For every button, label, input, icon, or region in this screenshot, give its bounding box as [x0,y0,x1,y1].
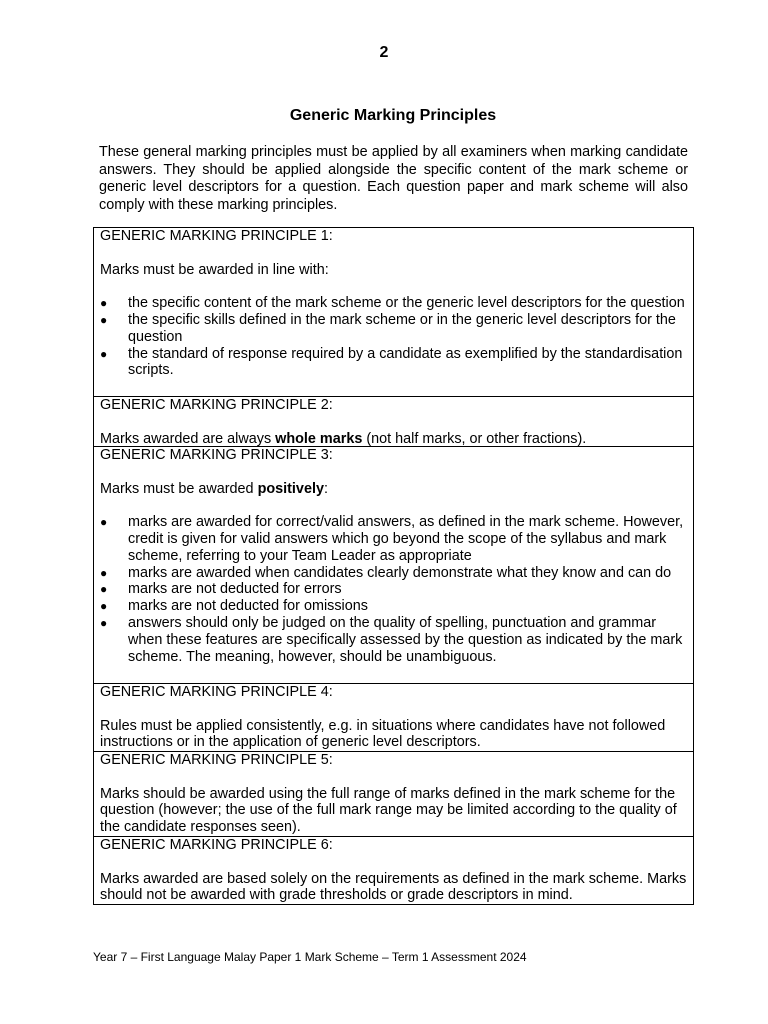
principle-3-heading: GENERIC MARKING PRINCIPLE 3: [100,447,333,463]
principle-4-heading: GENERIC MARKING PRINCIPLE 4: [100,684,333,700]
list-item: ● answers should only be judged on the quality of spelling, punctuation and grammar when these features are specifically assessed by the question as indicated by the mark scheme. The meaning, however, should be unambiguous. [100,615,687,665]
principle-6-heading: GENERIC MARKING PRINCIPLE 6: [100,837,333,853]
principle-4-text: Rules must be applied consistently, e.g. in situations where candidates have not followed instructions or in the application of generic level descriptors. [100,717,666,751]
list-item: ● the specific content of the mark scheme or the generic level descriptors for the question [100,295,687,312]
principle-3-box [93,447,694,684]
page-title: Generic Marking Principles [289,107,497,124]
principle-2-text: Marks awarded are always whole marks (not half marks, or other fractions). [100,430,587,447]
principles-table [93,227,694,905]
principle-4-box [93,684,694,752]
page-number: 2 [379,44,389,61]
principle-2-heading: GENERIC MARKING PRINCIPLE 2: [100,397,333,413]
principle-1-bullets [100,295,687,379]
list-item: ● marks are awarded for correct/valid answers, as defined in the mark scheme. However, credit is given for valid answers which go beyond the scope of the syllabus and mark scheme, referring to your Team Leader as appropriate [100,514,687,564]
intro-paragraph: These general marking principles must be applied by all examiners when marking candidate answers. They should be applied alongside the specific content of the mark scheme or generic level descriptors for a question. Each question paper and mark scheme will also comply with these marking principles. [99,144,688,213]
list-item: ● the specific skills defined in the mark scheme or in the generic level descriptors for the question [100,312,687,346]
list-item: ● the standard of response required by a candidate as exemplified by the standardisation scripts. [100,346,687,380]
principle-1-text: Marks must be awarded in line with: [100,261,329,278]
principle-1-heading: GENERIC MARKING PRINCIPLE 1: [100,228,333,244]
page-footer: Year 7 – First Language Malay Paper 1 Mark Scheme – Term 1 Assessment 2024 [93,950,527,964]
principle-6-text: Marks awarded are based solely on the requirements as defined in the mark scheme. Marks should not be awarded with grade thresholds or grade descriptors in mind. [100,870,687,904]
principle-3-text: Marks must be awarded positively: [100,480,328,497]
list-item: ● marks are not deducted for errors [100,581,687,598]
principle-1-box [93,227,694,397]
principle-5-heading: GENERIC MARKING PRINCIPLE 5: [100,752,333,768]
list-item: ● marks are not deducted for omissions [100,598,687,615]
principle-2-box [93,397,694,447]
principle-6-box [93,837,694,905]
list-item: ● marks are awarded when candidates clearly demonstrate what they know and can do [100,565,687,582]
principle-5-box [93,752,694,837]
principle-5-text: Marks should be awarded using the full range of marks defined in the mark scheme for the question (however; the use of the full mark range may be limited according to the quality of the candidate responses seen). [100,785,677,836]
principle-3-bullets [100,514,687,665]
